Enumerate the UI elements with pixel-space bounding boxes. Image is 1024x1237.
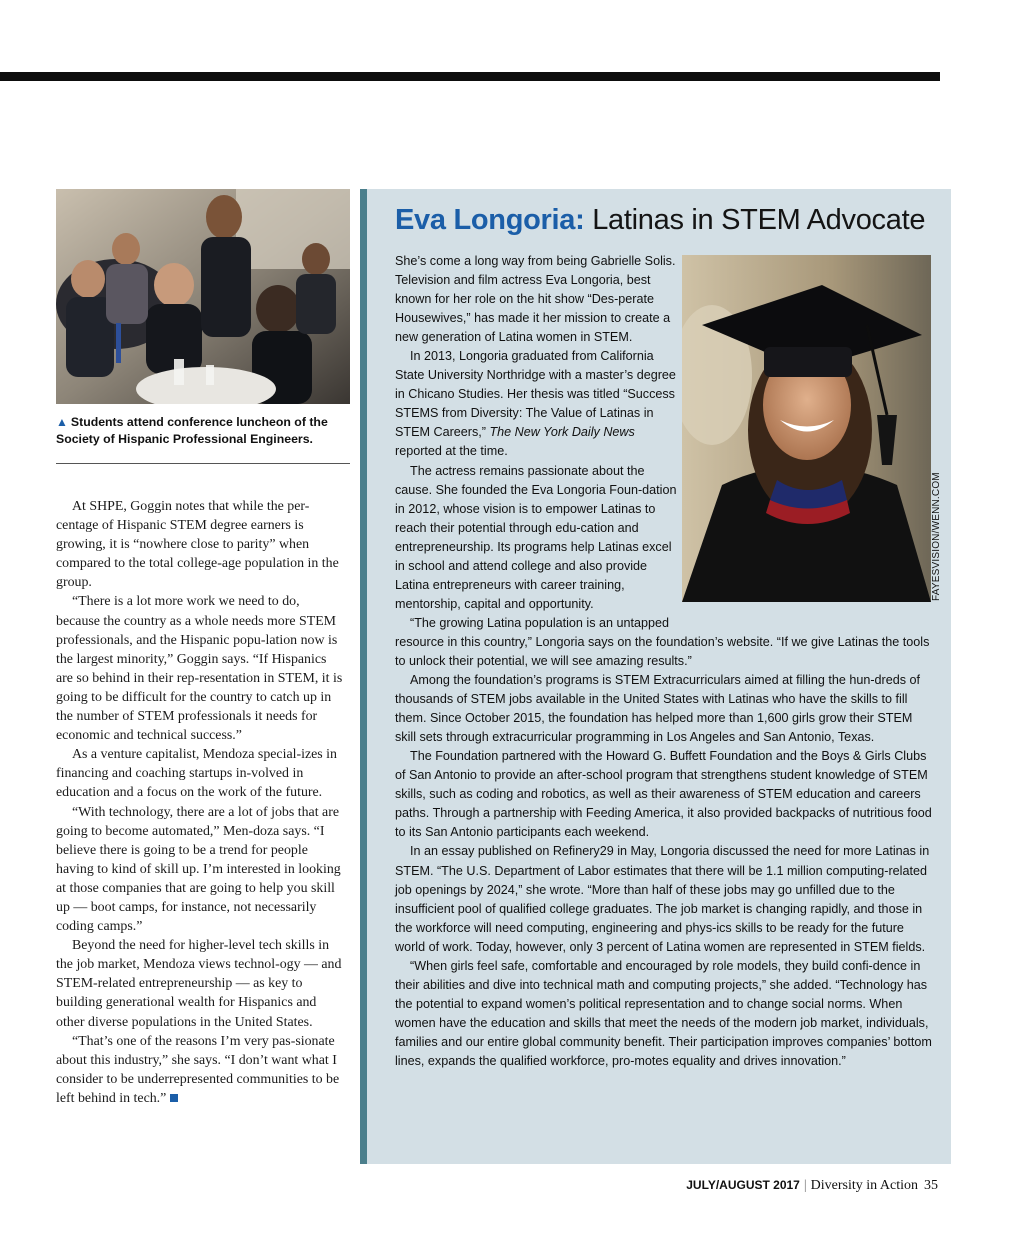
sidebar-paragraph: “The growing Latina population is an untapped resource in this country,” Longoria says on the foundation’s website. “If we give Latinas the tools to unlock their potential, we will see amazing results.” (395, 615, 930, 668)
footer-publication: Diversity in Action (810, 1178, 918, 1193)
newspaper-name: The New York Daily News (489, 425, 635, 440)
sidebar-accent-bar (360, 189, 367, 1164)
page-number: 35 (924, 1178, 938, 1193)
caption-divider (56, 463, 350, 464)
triangle-icon: ▲ (56, 415, 68, 429)
luncheon-photo (56, 189, 350, 404)
left-paragraph-last (56, 1032, 344, 1108)
left-paragraph-text: “That’s one of the reasons I’m very pas-sionate about this industry,” she says. “I don’t want what I consider to be underrepresented communities to be left behind in tech.” (56, 1033, 340, 1106)
sidebar-paragraph: “When girls feel safe, comfortable and encouraged by role models, they build confi-dence in their abilities and dive into technical math and computing projects,” she added. “Technology has the potential to expand women’s political representation and to change social norms. When women have the education and skills that meet the needs of the modern job market, individuals, families and our entire global community benefit. Their participation improves companies’ bottom lines, expands the qualified workforce, pro-motes equality and drives innovation.” (395, 958, 932, 1068)
caption-text: Students attend conference luncheon of the Society of Hispanic Professional Engineers. (56, 415, 328, 446)
footer-separator: | (803, 1178, 807, 1193)
sidebar-title-name: Eva Longoria: (395, 204, 585, 236)
footer-date: JULY/AUGUST 2017 (686, 1178, 800, 1192)
sidebar-paragraph: The actress remains passionate about the cause. She founded the Eva Longoria Foun-dation in 2012, whose vision is to empower Latinas to reach their potential through edu-cation and entrepreneurship. Its programs help Latinas excel in school and attend college and also provide Latina entrepreneurs with career training, mentorship, capital and opportunity. (395, 463, 677, 611)
left-paragraph: As a venture capitalist, Mendoza special-izes in financing and coaching startups in-volved in education and a focus on the work of the future. (56, 747, 337, 801)
sidebar-body (395, 252, 935, 1071)
sidebar-paragraph: The Foundation partnered with the Howard G. Buffett Foundation and the Boys & Girls Clubs of San Antonio to provide an after-school program that strengthens student knowledge of STEM skills, such as coding and robotics, as well as their awareness of STEM education and careers paths. Through a partnership with Feeding America, it also provided backpacks of nutritious food to its San Antonio participants each weekend. (395, 749, 932, 840)
sidebar-paragraph: Among the foundation’s programs is STEM Extracurriculars aimed at filling the hun-dreds of thousands of STEM jobs available in the United States with Latinas who have the skills to fill them. Since October 2015, the foundation has helped more than 1,600 girls grow their STEM skill sets through extracurricular programming in Los Angeles and San Antonio, Texas. (395, 673, 921, 745)
left-paragraph: At SHPE, Goggin notes that while the per-centage of Hispanic STEM degree earners is growing, it is “nowhere close to parity” when compared to the total college-age population in the group. (56, 499, 339, 591)
photo-caption (56, 414, 352, 448)
sidebar-title (395, 200, 925, 240)
sidebar-title-rest: Latinas in STEM Advocate (584, 204, 926, 236)
left-paragraph: “There is a lot more work we need to do, because the country as a whole needs more STEM professionals, and the Hispanic popu-lation now is the largest minority,” Goggin says. “If Hispanics are so behind in their rep-resentation in STEM, it is going to be difficult for the country to catch up in the number of STEM professionals it needs for economic and technical success.” (56, 594, 343, 744)
sidebar-text-run: In 2013, Longoria graduated from California State University Northridge with a master’s degree in Chicano Studies. Her thesis was titled “Success STEMS from Diversity: The Value of Latinas in STEM Careers,” (395, 349, 676, 440)
sidebar-paragraph: In an essay published on Refinery29 in May, Longoria discussed the need for more Latinas in STEM. “The U.S. Department of Labor estimates that there will be 1.1 million computing-related job openings by 2024,” she wrote. “More than half of these jobs may go unfilled due to the insufficient pool of qualified college graduates. The job market is changing rapidly, and those in the workforce will need computing, engineering and phys-ics skills to be ready for the future world of work. Today, however, only 3 percent of Latina women are represented in STEM fields. (395, 844, 930, 954)
left-paragraph: “With technology, there are a lot of jobs that are going to become automated,” Men-doza says. “I believe there is going to be a trend for people having to kind of skill up. I’m interested in looking at those companies that are going to help you skill up — boot camps, for instance, not necessarily coding camps.” (56, 804, 341, 935)
photo-credit-text: FAYESVISION/WENN.COM (931, 472, 942, 601)
left-column-text (56, 497, 344, 1108)
sidebar-text-run: reported at the time. (395, 444, 508, 459)
portrait-spacer (681, 252, 935, 620)
top-rule (0, 72, 940, 81)
end-mark-icon (170, 1094, 178, 1102)
left-paragraph: Beyond the need for higher-level tech skills in the job market, Mendoza views technol-ogy — and STEM-related entrepreneurship — as key to building generational wealth for Hispanics and other diverse populations in the United States. (56, 938, 342, 1030)
page-footer (686, 1178, 938, 1194)
sidebar-paragraph: She’s come a long way from being Gabrielle Solis. Television and film actress Eva Longoria, best known for her role on the hit show “Des-perate Housewives,” has made it her mission to create a new generation of Latina women in STEM. (395, 254, 676, 345)
